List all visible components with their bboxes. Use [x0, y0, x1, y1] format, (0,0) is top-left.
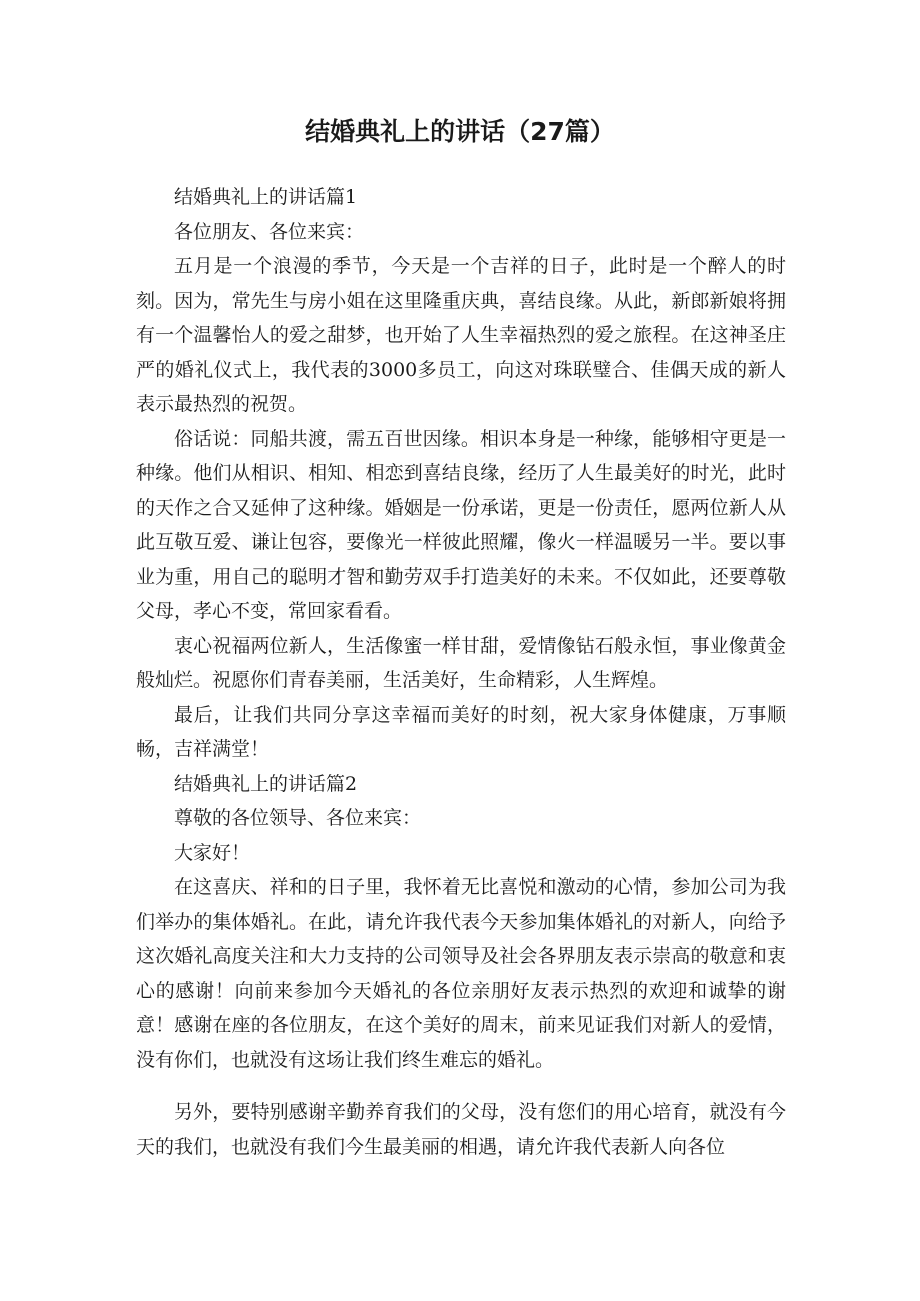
- paragraph: 俗话说：同船共渡，需五百世因缘。相识本身是一种缘，能够相守更是一种缘。他们从相识、相知、相恋到喜结良缘，经历了人生最美好的时光，此时的天作之合又延伸了这种缘。婚姻是一份承诺，更是一份责任，愿两位新人从此互敬互爱、谦让包容，要像光一样彼此照耀，像火一样温暖另一半。要以事业为重，用自己的聪明才智和勤劳双手打造美好的未来。不仅如此，还要尊敬父母，孝心不变，常回家看看。: [136, 427, 786, 622]
- document-body: [136, 180, 786, 1164]
- paragraph: 五月是一个浪漫的季节，今天是一个吉祥的日子，此时是一个醉人的时刻。因为，常先生与房小姐在这里隆重庆典，喜结良缘。从此，新郎新娘将拥有一个温馨怡人的爱之甜梦，也开始了人生幸福热烈的爱之旅程。在这神圣庄严的婚礼仪式上，我代表的3000多员工，向这对珠联璧合、佳偶天成的新人表示最热烈的祝贺。: [136, 255, 786, 415]
- paragraph: 最后，让我们共同分享这幸福而美好的时刻，祝大家身体健康，万事顺畅，吉祥满堂！: [136, 703, 786, 760]
- section-heading-1: 结婚典礼上的讲话篇1: [174, 186, 358, 208]
- paragraph: 衷心祝福两位新人，生活像蜜一样甘甜，爱情像钻石般永恒，事业像黄金般灿烂。祝愿你们青春美丽，生活美好，生命精彩，人生辉煌。: [136, 634, 786, 691]
- salutation-1: 各位朋友、各位来宾：: [174, 220, 365, 243]
- paragraph: 在这喜庆、祥和的日子里，我怀着无比喜悦和激动的心情，参加公司为我们举办的集体婚礼。在此，请允许我代表今天参加集体婚礼的对新人，向给予这次婚礼高度关注和大力支持的公司领导及社会各界朋友表示崇高的敬意和衷心的感谢！向前来参加今天婚礼的各位亲朋好友表示热烈的欢迎和诚挚的谢意！感谢在座的各位朋友，在这个美好的周末，前来见证我们对新人的爱情，没有你们，也就没有这场让我们终生难忘的婚礼。: [136, 876, 786, 1071]
- document-title: 结婚典礼上的讲话（27篇）: [305, 117, 615, 146]
- paragraph: 另外，要特别感谢辛勤养育我们的父母，没有您们的用心培育，就没有今天的我们，也就没有我们今生最美丽的相遇，请允许我代表新人向各位: [136, 1101, 786, 1158]
- section-heading-2: 结婚典礼上的讲话篇2: [174, 772, 358, 795]
- salutation-2: 尊敬的各位领导、各位来宾：: [174, 807, 422, 829]
- greeting: 大家好！: [174, 841, 251, 864]
